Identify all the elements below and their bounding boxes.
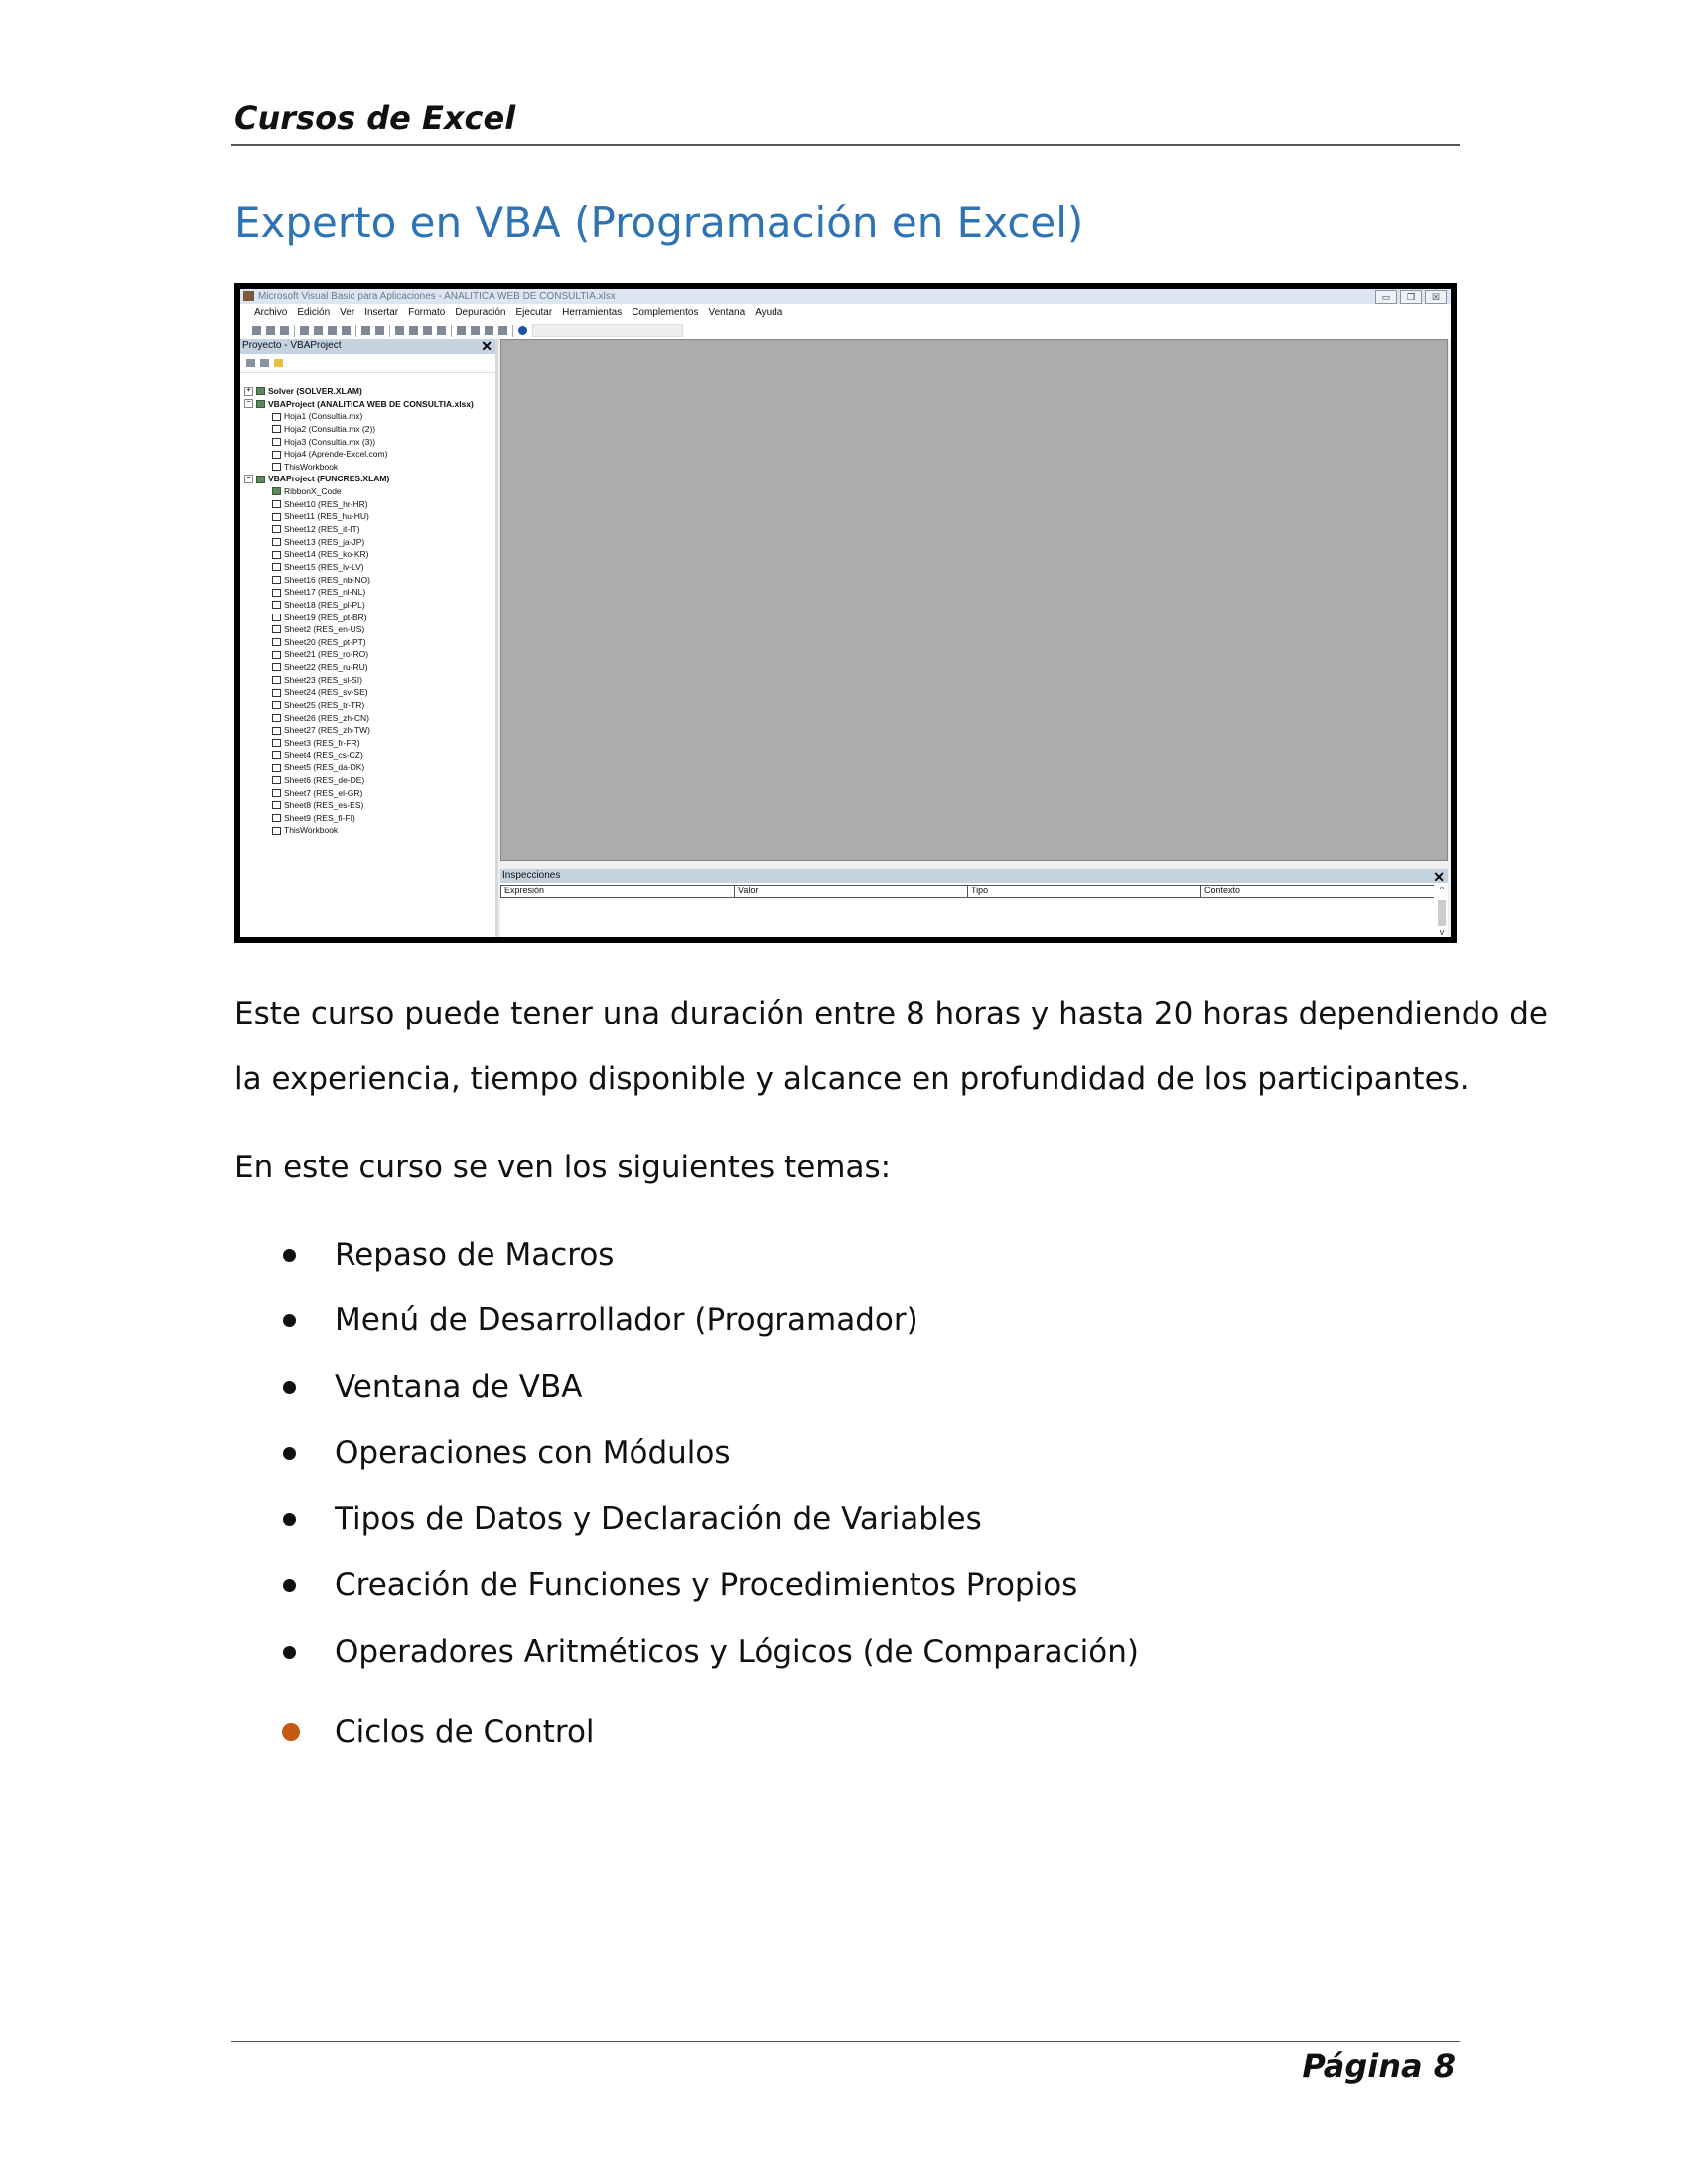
menu-item-8[interactable]: Complementos [632, 307, 699, 318]
tree-item[interactable] [244, 824, 495, 837]
bullet-icon [283, 1447, 296, 1460]
tree-item-label: Sheet13 (RES_ja-JP) [284, 536, 365, 547]
sheet-icon [272, 676, 281, 684]
tree-item-label: Sheet25 (RES_tr-TR) [284, 700, 365, 711]
tree-item[interactable] [244, 623, 495, 636]
tree-item[interactable] [244, 686, 495, 699]
sheet-icon [272, 438, 281, 446]
menu-item-7[interactable]: Herramientas [562, 307, 623, 318]
tree-item-label: Sheet22 (RES_ru-RU) [284, 662, 368, 673]
paste-icon[interactable] [328, 326, 337, 335]
sheet-icon [272, 576, 281, 584]
close-icon[interactable]: ✕ [481, 339, 492, 354]
tree-item-label: Sheet16 (RES_nb-NO) [284, 574, 370, 585]
column-header[interactable]: Expresión [500, 886, 734, 897]
insert-module-icon[interactable] [266, 326, 275, 335]
page-number: Página 8 [1302, 2047, 1456, 2085]
watch-window [500, 869, 1448, 937]
window-title-bar [240, 289, 1451, 304]
menu-bar [240, 304, 1451, 322]
project-pane-title: Proyecto - VBAProject [242, 341, 342, 351]
tree-item-label: Sheet6 (RES_de-DE) [284, 774, 365, 785]
pause-icon[interactable] [409, 326, 418, 335]
separator [512, 325, 513, 337]
tree-item-label: ThisWorkbook [284, 461, 339, 472]
tree-item-label: Sheet19 (RES_pt-BR) [284, 612, 367, 622]
workbook-icon [272, 463, 281, 471]
tree-item-label: Solver (SOLVER.XLAM) [268, 386, 362, 396]
tree-item[interactable] [244, 423, 495, 436]
bullet-icon [283, 1381, 296, 1394]
tree-item[interactable] [244, 586, 495, 599]
redo-icon[interactable] [375, 326, 384, 335]
tree-item[interactable] [244, 473, 495, 485]
sheet-icon [272, 500, 281, 508]
tree-item[interactable] [244, 812, 495, 825]
scroll-thumb[interactable] [1438, 900, 1446, 926]
sheet-icon [272, 764, 281, 772]
close-button[interactable]: ☒ [1425, 290, 1447, 304]
sheet-icon [272, 589, 281, 597]
tree-item-label: Sheet20 (RES_pt-PT) [284, 636, 366, 647]
tree-item-label: Hoja1 (Consultia.mx) [284, 411, 363, 422]
tree-item[interactable] [244, 750, 495, 762]
copy-icon[interactable] [314, 326, 323, 335]
tree-item-label: ThisWorkbook [284, 825, 339, 836]
sheet-icon [272, 425, 281, 433]
minimize-button[interactable]: ▭ [1375, 290, 1397, 304]
sheet-icon [272, 663, 281, 671]
sheet-icon [272, 525, 281, 533]
tree-item[interactable] [244, 548, 495, 561]
tree-item[interactable] [244, 799, 495, 812]
tree-item-label: Sheet12 (RES_it-IT) [284, 524, 360, 535]
restore-button[interactable]: ❐ [1400, 290, 1422, 304]
sheet-icon [272, 739, 281, 747]
sheet-icon [272, 714, 281, 722]
tree-item-label: Sheet27 (RES_zh-TW) [284, 725, 370, 736]
separator [294, 325, 295, 337]
menu-item-4[interactable]: Formato [408, 307, 446, 318]
tree-item-label: Sheet26 (RES_zh-CN) [284, 712, 369, 723]
tree-item-label: Sheet17 (RES_nl-NL) [284, 587, 366, 598]
sheet-icon [272, 651, 281, 659]
tree-item[interactable] [244, 498, 495, 511]
tree-item[interactable] [244, 787, 495, 800]
tree-item[interactable] [244, 523, 495, 536]
menu-item-3[interactable]: Insertar [364, 307, 399, 318]
tree-item[interactable] [244, 661, 495, 674]
project-icon [256, 387, 265, 395]
tree-item-label: Sheet24 (RES_sv-SE) [284, 687, 368, 698]
tree-item[interactable] [244, 774, 495, 787]
tree-item-label: Hoja2 (Consultia.mx (2)) [284, 423, 376, 434]
sheet-icon [272, 513, 281, 521]
stop-icon[interactable] [423, 326, 432, 335]
code-area [500, 339, 1448, 861]
header-rule [231, 144, 1460, 146]
menu-item-0[interactable]: Archivo [254, 307, 288, 318]
tree-item[interactable] [244, 410, 495, 423]
tree-item[interactable] [244, 761, 495, 774]
tree-item-label: VBAProject (ANALITICA WEB DE CONSULTIA.xlsx) [268, 398, 474, 409]
separator [355, 325, 356, 337]
topic-item: Operaciones con Módulos [335, 1435, 731, 1471]
workbook-icon [272, 827, 281, 835]
close-icon[interactable]: ✕ [1433, 869, 1445, 885]
tree-item-label: Sheet11 (RES_hu-HU) [284, 511, 369, 522]
topic-item: Creación de Funciones y Procedimientos Propios [335, 1568, 1078, 1603]
bullet-icon [283, 1513, 296, 1526]
tree-item[interactable] [244, 737, 495, 750]
sheet-icon [272, 789, 281, 797]
column-header[interactable]: Valor [734, 886, 967, 897]
standard-toolbar [240, 322, 1451, 339]
tree-item-label: Sheet21 (RES_ro-RO) [284, 649, 369, 660]
tree-item[interactable] [244, 674, 495, 687]
bullet-icon [283, 1646, 296, 1659]
separator [389, 325, 390, 337]
tree-item-label: Sheet18 (RES_pl-PL) [284, 599, 365, 610]
expander-icon[interactable]: − [244, 475, 253, 483]
tree-item-label: Hoja4 (Aprende-Excel.com) [284, 449, 388, 460]
sheet-icon [272, 638, 281, 646]
tree-item-label: Hoja3 (Consultia.mx (3)) [284, 436, 376, 447]
undo-icon[interactable] [361, 326, 370, 335]
view-excel-icon[interactable] [252, 326, 261, 335]
project-icon [256, 400, 265, 408]
tree-item[interactable] [244, 648, 495, 661]
menu-item-2[interactable]: Ver [340, 307, 355, 318]
watch-title: Inspecciones [502, 870, 561, 881]
sheet-icon [272, 625, 281, 633]
expander-icon[interactable]: − [244, 399, 253, 408]
paragraph-line: Este curso puede tener una duración entre 8 horas y hasta 20 horas dependiendo de [234, 996, 1548, 1031]
sheet-icon [272, 751, 281, 759]
paragraph-line: la experiencia, tiempo disponible y alcance en profundidad de los participantes. [234, 1061, 1470, 1097]
expander-icon[interactable]: + [244, 387, 253, 396]
scroll-down-icon[interactable]: v [1439, 927, 1445, 937]
tree-item-label: VBAProject (FUNCRES.XLAM) [268, 474, 390, 484]
topic-item: Ciclos de Control [335, 1714, 595, 1750]
topic-item: Menú de Desarrollador (Programador) [335, 1302, 918, 1338]
properties-icon[interactable] [471, 326, 480, 335]
separator [451, 325, 452, 337]
sheet-icon [272, 413, 281, 421]
sheet-icon [272, 563, 281, 571]
design-mode-icon[interactable] [437, 326, 446, 335]
topics-intro: En este curso se ven los siguientes temas: [234, 1150, 892, 1185]
tree-item-label: RibbonX_Code [284, 486, 342, 497]
tree-item[interactable] [244, 636, 495, 649]
find-icon[interactable] [342, 326, 351, 335]
menu-item-10[interactable]: Ayuda [755, 307, 783, 318]
sheet-icon [272, 701, 281, 709]
sheet-icon [272, 776, 281, 784]
sheet-icon [272, 727, 281, 735]
sheet-icon [272, 814, 281, 822]
view-code-icon[interactable] [246, 359, 255, 367]
tree-item[interactable] [244, 561, 495, 574]
column-header[interactable]: Tipo [967, 886, 1200, 897]
tree-item-label: Sheet4 (RES_cs-CZ) [284, 750, 363, 760]
bullet-icon [283, 1249, 296, 1262]
tree-item[interactable] [244, 436, 495, 449]
topic-item: Tipos de Datos y Declaración de Variables [335, 1501, 982, 1537]
tree-item[interactable] [244, 385, 495, 398]
tree-item[interactable] [244, 712, 495, 725]
sheet-icon [272, 551, 281, 559]
tree-item[interactable] [244, 448, 495, 461]
tree-item-label: Sheet15 (RES_lv-LV) [284, 561, 364, 572]
tree-item-label: Sheet14 (RES_ko-KR) [284, 549, 369, 560]
tree-item-label: Sheet2 (RES_en-US) [284, 624, 365, 635]
tree-item-label: Sheet7 (RES_el-GR) [284, 787, 363, 798]
help-icon[interactable] [518, 326, 527, 335]
window-title: Microsoft Visual Basic para Aplicaciones - ANALITICA WEB DE CONSULTIA.xlsx [258, 291, 616, 302]
menu-item-1[interactable]: Edición [297, 307, 331, 318]
tree-item[interactable] [244, 699, 495, 712]
tree-item[interactable] [244, 599, 495, 612]
project-tree [244, 385, 495, 837]
project-icon [256, 476, 265, 483]
tree-item-label: Sheet9 (RES_fi-FI) [284, 812, 355, 823]
tree-item[interactable] [244, 724, 495, 737]
menu-item-5[interactable]: Depuración [455, 307, 506, 318]
tree-item[interactable] [244, 461, 495, 474]
save-icon[interactable] [280, 326, 289, 335]
module-icon [272, 487, 281, 495]
tree-item-label: Sheet8 (RES_es-ES) [284, 800, 364, 811]
tree-item[interactable] [244, 485, 495, 498]
sheet-icon [272, 614, 281, 621]
menu-item-9[interactable]: Ventana [708, 307, 746, 318]
tree-item[interactable] [244, 510, 495, 523]
run-icon[interactable] [395, 326, 404, 335]
section-heading: Experto en VBA (Programación en Excel) [234, 199, 1084, 247]
bullet-icon [282, 1723, 300, 1741]
view-object-icon[interactable] [260, 359, 269, 367]
tree-item[interactable] [244, 536, 495, 549]
bullet-icon [283, 1579, 296, 1592]
tree-item[interactable] [244, 612, 495, 624]
position-combo [532, 324, 683, 337]
watch-scrollbar[interactable] [1436, 885, 1448, 937]
running-header: Cursos de Excel [234, 99, 516, 137]
footer-rule [231, 2041, 1460, 2042]
menu-item-6[interactable]: Ejecutar [515, 307, 553, 318]
sheet-icon [272, 801, 281, 809]
bullet-icon [283, 1314, 296, 1327]
project-explorer-icon[interactable] [457, 326, 466, 335]
tree-item[interactable] [244, 574, 495, 587]
topic-item: Repaso de Macros [335, 1237, 615, 1273]
toggle-folders-icon[interactable] [274, 359, 283, 367]
tree-item-label: Sheet23 (RES_sl-SI) [284, 674, 362, 685]
scroll-up-icon[interactable]: ^ [1439, 885, 1445, 894]
sheet-icon [272, 601, 281, 609]
tree-item[interactable] [244, 398, 495, 411]
topic-item: Operadores Aritméticos y Lógicos (de Comparación) [335, 1634, 1139, 1670]
sheet-icon [272, 538, 281, 546]
sheet-icon [272, 451, 281, 459]
tree-item-label: Sheet10 (RES_hr-HR) [284, 498, 368, 509]
vba-app-icon [243, 291, 254, 301]
toolbox-icon[interactable] [498, 326, 507, 335]
topic-item: Ventana de VBA [335, 1369, 583, 1405]
sheet-icon [272, 689, 281, 697]
tree-item-label: Sheet5 (RES_da-DK) [284, 762, 365, 773]
column-header[interactable]: Contexto [1200, 886, 1434, 897]
project-explorer-pane [240, 339, 498, 937]
cut-icon[interactable] [300, 326, 309, 335]
vba-editor-screenshot [234, 283, 1457, 943]
object-browser-icon[interactable] [485, 326, 493, 335]
tree-item-label: Sheet3 (RES_fr-FR) [284, 737, 360, 748]
